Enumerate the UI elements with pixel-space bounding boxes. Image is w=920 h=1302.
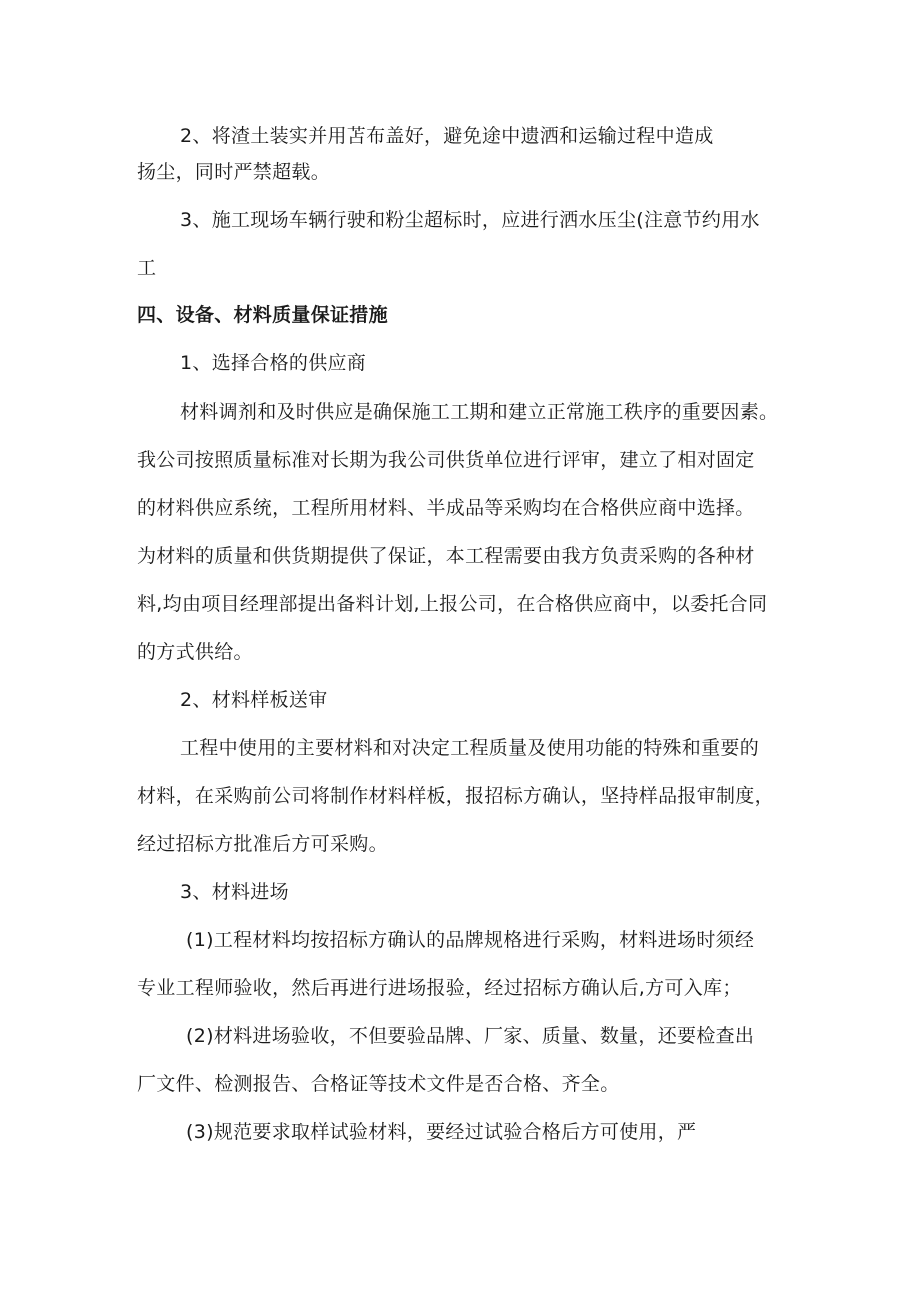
paragraph-line: 为材料的质量和供货期提供了保证，本工程需要由我方负责采购的各种材	[137, 545, 755, 567]
paragraph-line: 扬尘，同时严禁超载。	[137, 161, 331, 183]
subheading: 1、选择合格的供应商	[180, 352, 367, 374]
paragraph-line: 厂文件、检测报告、合格证等技术文件是否合格、齐全。	[137, 1073, 620, 1095]
paragraph-line: 材料，在采购前公司将制作材料样板，报招标方确认，坚持样品报审制度，	[137, 785, 774, 807]
paragraph-line: 2、将渣土装实并用苫布盖好，避免途中遗洒和运输过程中造成	[180, 125, 714, 147]
section-heading: 四、设备、材料质量保证措施	[137, 304, 388, 326]
paragraph-line: (1)工程材料均按招标方确认的品牌规格进行采购，材料进场时须经	[186, 929, 755, 951]
paragraph-line: 我公司按照质量标准对长期为我公司供货单位进行评审，建立了相对固定	[137, 449, 755, 471]
paragraph-line: 3、施工现场车辆行驶和粉尘超标时，应进行洒水压尘(注意节约用水	[180, 209, 760, 231]
paragraph-line: 材料调剂和及时供应是确保施工工期和建立正常施工秩序的重要因素。	[180, 401, 779, 423]
paragraph-line: (2)材料进场验收，不但要验品牌、厂家、质量、数量，还要检查出	[186, 1025, 755, 1047]
paragraph-line: 的方式供给。	[137, 641, 253, 663]
paragraph-line: 的材料供应系统，工程所用材料、半成品等采购均在合格供应商中选择。	[137, 497, 755, 519]
paragraph-line: 工程中使用的主要材料和对决定工程质量及使用功能的特殊和重要的	[180, 737, 760, 759]
paragraph-line: 工	[137, 257, 157, 279]
subheading: 3、材料进场	[180, 881, 289, 903]
paragraph-line: 专业工程师验收，然后再进行进场报验，经过招标方确认后,方可入库；	[137, 977, 742, 999]
subheading: 2、材料样板送审	[180, 689, 328, 711]
paragraph-line: 经过招标方批准后方可采购。	[137, 833, 388, 855]
paragraph-line: 料,均由项目经理部提出备料计划,上报公司，在合格供应商中，以委托合同	[137, 593, 768, 615]
paragraph-line: (3)规范要求取样试验材料，要经过试验合格后方可使用，严	[186, 1121, 697, 1143]
